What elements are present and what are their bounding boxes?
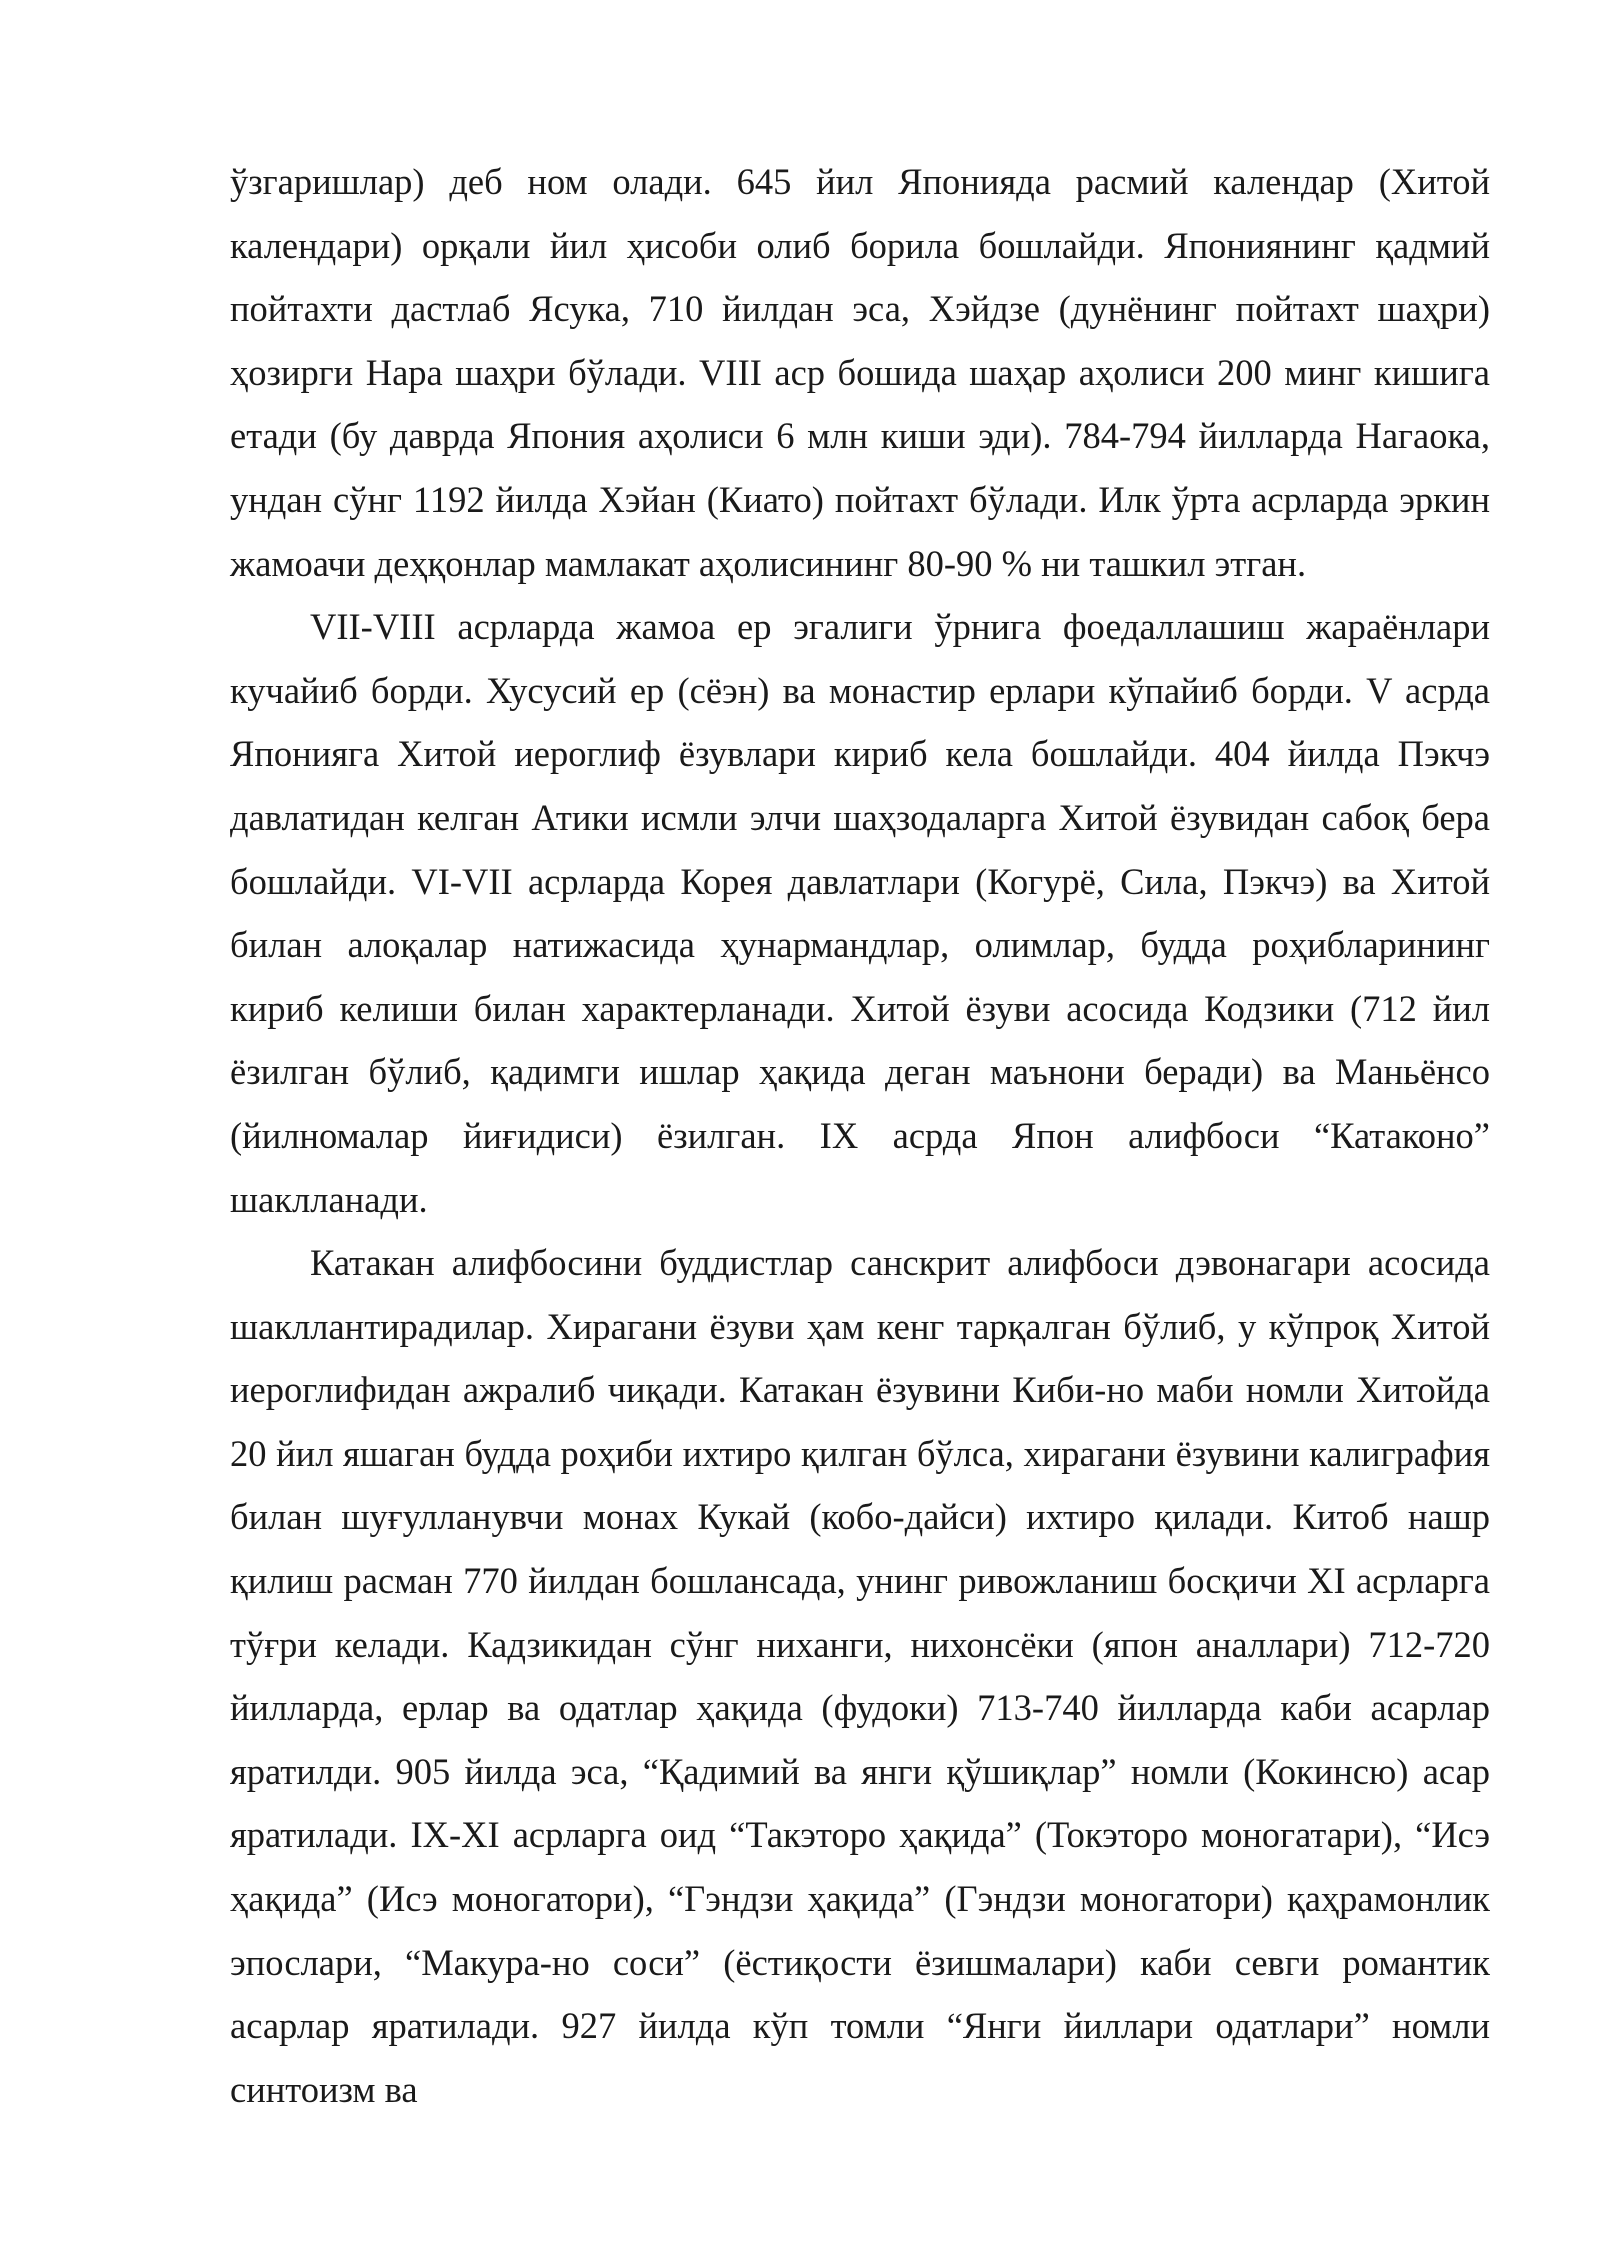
paragraph-writing-history: VII-VIII асрларда жамоа ер эгалиги ўрнига фоедаллашиш жараёнлари кучайиб борди. Хусусий ер (сёэн) ва монастир ерлари кўпайиб борди. V асрда Японияга Хитой иероглиф ёзувлари кириб кела бошлайди. 404 йилда Пэкчэ давлатидан келган Атики исмли элчи шаҳзодаларга Хитой ёзувидан сабоқ бера бошлайди. VI-VII асрларда Корея давлатлари (Когурё, Сила, Пэкчэ) ва Хитой билан алоқалар натижасида ҳунармандлар, олимлар, будда роҳибларининг кириб келиши билан характерланади. Хитой ёзуви асосида Кодзики (712 йил ёзилган бўлиб, қадимги ишлар ҳақида деган маънони беради) ва Маньёнсо (йилномалар йиғидиси) ёзилган. IX асрда Япон алифбоси “Катаконо” шаклланади.: [230, 606, 1490, 1220]
paragraph-katakana-hiragana: Катакан алифбосини буддистлар санскрит алифбоси дэвонагари асосида шакллантирадилар. Хирагани ёзуви ҳам кенг тарқалган бўлиб, у кўпроқ Хитой иероглифидан ажралиб чиқади. Катакан ёзувини Киби-но маби номли Хитойда 20 йил яшаган будда роҳиби ихтиро қилган бўлса, хирагани ёзувини калиграфия билан шуғулланувчи монах Кукай (кобо-дайси) ихтиро қилади. Китоб нашр қилиш расман 770 йилдан бошлансада, унинг ривожланиш босқичи XI асрларга тўғри келади. Кадзикидан сўнг ниханги, нихонсёки (япон аналлари) 712-720 йилларда, ерлар ва одатлар ҳақида (фудоки) 713-740 йилларда каби асарлар яратилди. 905 йилда эса, “Қадимий ва янги қўшиқлар” номли (Кокинсю) асар яратилади. IX-XI асрларга оид “Такэторо ҳақида” (Токэторо моногатари), “Исэ ҳақида” (Исэ моногатори), “Гэндзи ҳақида” (Гэндзи моногатори) қаҳрамонлик эпослари, “Макура-но соси” (ёстиқости ёзишмалари) каби севги романтик асарлар яратилади. 927 йилда кўп томли “Янги йиллари одатлари” номли синтоизм ва: [230, 1242, 1490, 2110]
paragraph-continuation: ўзгаришлар) деб ном олади. 645 йил Японияда расмий календар (Хитой календари) орқали йил ҳисоби олиб борила бошлайди. Япониянинг қадмий пойтахти дастлаб Ясука, 710 йилдан эса, Хэйдзе (дунёнинг пойтахт шаҳри) ҳозирги Нара шаҳри бўлади. VIII аср бошида шаҳар аҳолиси 200 минг кишига етади (бу даврда Япония аҳолиси 6 млн киши эди). 784-794 йилларда Нагаока, ундан сўнг 1192 йилда Хэйан (Киато) пойтахт бўлади. Илк ўрта асрларда эркин жамоачи деҳқонлар мамлакат аҳолисининг 80-90 % ни ташкил этган.: [230, 161, 1490, 584]
document-body: [230, 150, 1490, 2121]
